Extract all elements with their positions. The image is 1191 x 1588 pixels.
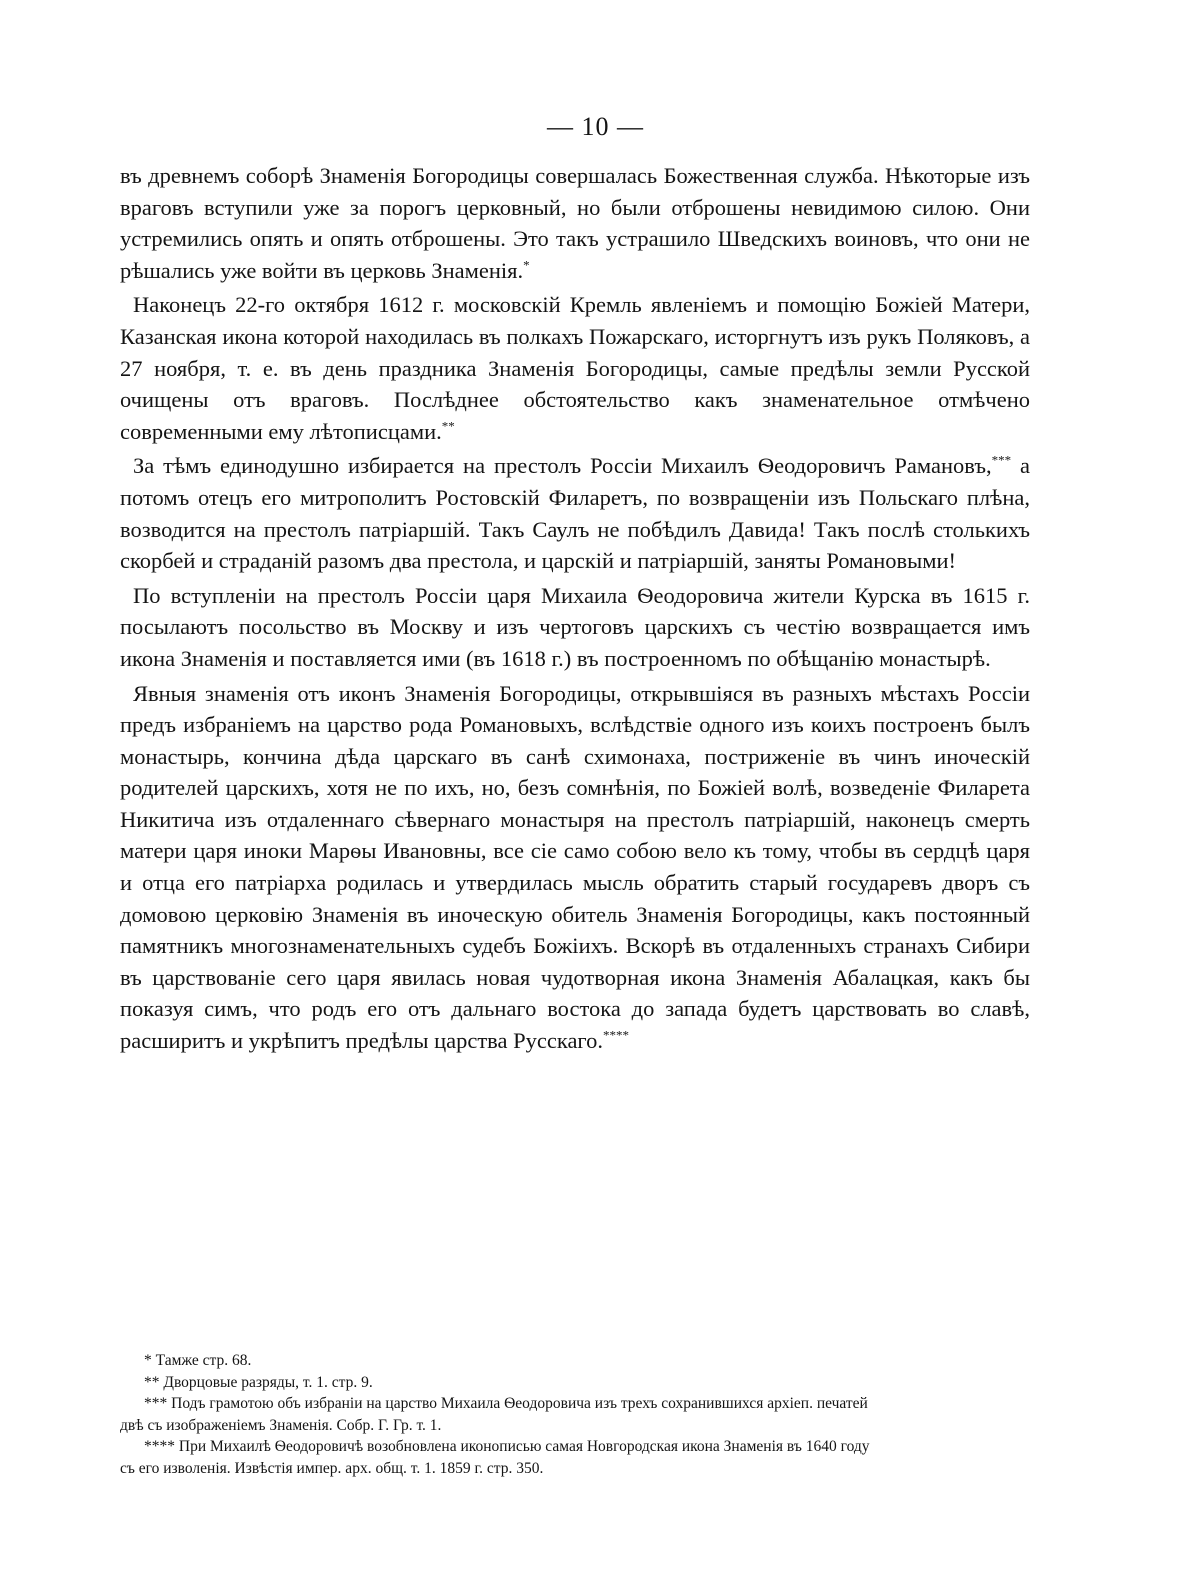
paragraph [120, 450, 1030, 576]
footnote-continuation: съ его изволенія. Извѣстія импер. арх. общ. т. 1. 1859 г. стр. 350. [120, 1459, 544, 1477]
footnote-marker: *** [991, 452, 1012, 468]
footnote-marker: * [523, 257, 530, 273]
paragraph [120, 580, 1030, 675]
footnote: *** Подъ грамотою объ избраніи на царство Михаила Ѳеодоровича изъ трехъ сохранившихся архіеп. печатей [144, 1395, 868, 1413]
paragraph-text: Явныя знаменія отъ иконъ Знаменія Богородицы, открывшіяся въ разныхъ мѣстахъ Россіи предъ избраніемъ на царство рода Романовыхъ, вслѣдствіе одного изъ коихъ построенъ былъ монастырь, кончина дѣда царскаго въ санѣ схимонаха, постриженіе въ чинъ иноческій родителей царскихъ, хотя не по ихъ, но, безъ сомнѣнія, по Божіей волѣ, возведеніе Филарета Никитича изъ отдаленнаго сѣвернаго монастыря на престолъ патріаршій, наконецъ смерть матери царя иноки Марѳы Ивановны, все сіе само собою вело къ тому, чтобы въ сердцѣ царя и отца его патріарха родилась и утвердилась мысль обратить старый государевъ дворъ съ домовою церковію Знаменія въ иноческую обитель Знаменія Богородицы, какъ постоянный памятникъ многознаменательныхъ судебъ Божіихъ. Вскорѣ въ отдаленныхъ странахъ Сибири въ царствованіе сего царя явилась новая чудотворная икона Знаменія Абалацкая, какъ бы показуя симъ, что родъ его отъ дальнаго востока до запада будетъ царствовать во славѣ, расширитъ и укрѣпитъ предѣлы царства Русскаго. [120, 680, 1030, 1054]
footnote: * Тамже стр. 68. [144, 1352, 252, 1369]
paragraph-text: Наконецъ 22-го октября 1612 г. московскій Кремль явленіемъ и помощію Божіей Матери, Казанская икона которой находилась въ полкахъ Пожарскаго, исторгнутъ изъ рукъ Поляковъ, а 27 ноября, т. е. въ день праздника Знаменія Богородицы, самые предѣлы земли Русской очищены отъ враговъ. Послѣднее обстоятельство какъ знаменательное отмѣчено современными ему лѣтописцами. [120, 292, 1030, 444]
page-number: — 10 — [547, 112, 644, 141]
body-text [120, 160, 1030, 1057]
footnote-marker: **** [602, 1027, 629, 1043]
footnote: **** При Михаилѣ Ѳеодоровичѣ возобновлена иконописью самая Новгородская икона Знаменія въ 1640 году [144, 1438, 870, 1456]
paragraph [120, 289, 1030, 447]
paragraph-text: По вступленіи на престолъ Россіи царя Михаила Ѳеодоровича жители Курска въ 1615 г. посылаютъ посольство въ Москву и изъ чертоговъ царскихъ съ честію возвращается имъ икона Знаменія и поставляется ими (въ 1618 г.) въ построенномъ по обѣщанію монастырѣ. [120, 582, 1030, 671]
paragraph-text: въ древнемъ соборѣ Знаменія Богородицы совершалась Божественная служба. Нѣкоторые изъ враговъ вступили уже за порогъ церковный, но были отброшены невидимою силою. Они устремились опять и опять отброшены. Это такъ устрашило Шведскихъ воиновъ, что они не рѣшались уже войти въ церковь Знаменія. [120, 163, 1030, 283]
paragraph-text: а потомъ отецъ его митрополитъ Ростовскій Филаретъ, по возвращеніи изъ Польскаго плѣна, возводится на престолъ патріаршій. Такъ Саулъ не побѣдилъ Давида! Такъ послѣ столькихъ скорбей и страданій разомъ два престола, и царскій и патріаршій, заняты Романовыми! [120, 453, 1030, 574]
paragraph [120, 160, 1030, 286]
footnote-continuation: двѣ съ изображеніемъ Знаменія. Собр. Г. Гр. т. 1. [120, 1416, 442, 1434]
paragraph-text: За тѣмъ единодушно избирается на престолъ Россіи Михаилъ Ѳеодоровичъ Рамановъ, [133, 453, 992, 479]
paragraph [120, 678, 1030, 1057]
footnote-marker: ** [441, 418, 455, 434]
footnote: ** Дворцовые разряды, т. 1. стр. 9. [144, 1373, 373, 1391]
footnotes [120, 1350, 1030, 1480]
